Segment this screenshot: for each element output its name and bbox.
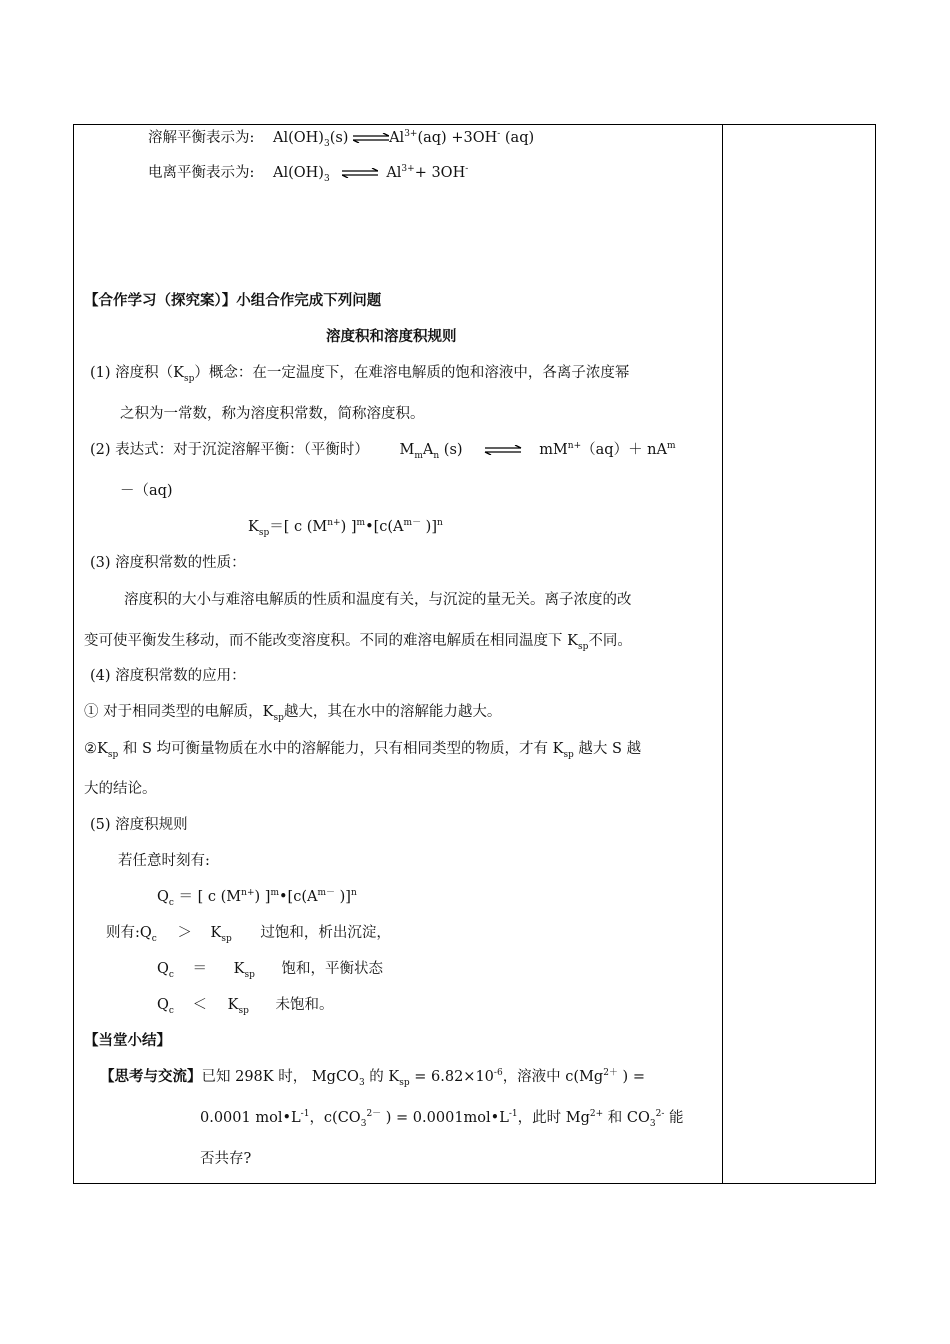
text: Q: [157, 997, 169, 1013]
subscript: 3: [649, 1118, 656, 1129]
superscript: m: [270, 888, 279, 899]
text: ，溶液中 c(Mg: [502, 1069, 604, 1085]
text: = 6.82×10: [409, 1069, 494, 1085]
subscript: c: [168, 1005, 174, 1016]
equilibrium-arrow-icon: [342, 168, 378, 178]
ion: mM: [539, 442, 568, 458]
text: 和 S 均可衡量物质在水中的溶解能力，只有相同类型的物质，才有 K: [118, 741, 564, 757]
superscript: m－: [317, 888, 335, 899]
formula: M: [399, 442, 415, 458]
think-line-3: 否共存?: [200, 1151, 252, 1167]
superscript: -: [465, 164, 469, 175]
superscript: n: [437, 518, 443, 529]
subscript: 3: [323, 138, 330, 149]
ksp-expression: [248, 517, 443, 537]
superscript: -1: [508, 1109, 518, 1120]
rule-row-3: [157, 995, 334, 1015]
text: Q: [139, 925, 152, 941]
superscript: n: [350, 888, 357, 899]
label: 溶解平衡表示为:: [148, 130, 255, 146]
text: ) = 0.0001mol•L: [381, 1110, 509, 1126]
text: K: [233, 961, 245, 977]
operator: ＞: [177, 925, 192, 941]
rule-row-2: [157, 959, 383, 979]
ion: (aq) +3OH: [417, 130, 498, 146]
properties-text: 溶度积的大小与难溶电解质的性质和温度有关，与沉淀的量无关。离子浓度的改: [124, 592, 632, 608]
superscript: 2＋: [603, 1068, 618, 1079]
application-item-1: [84, 702, 501, 722]
text: ) ]: [254, 889, 271, 905]
subscript: m: [414, 450, 423, 461]
text: •[c(A: [278, 889, 318, 905]
section-heading: 【合作学习（探究案）】小组合作完成下列问题: [84, 292, 382, 309]
text: 过饱和，析出沉淀，: [260, 925, 391, 941]
subscript: n: [433, 450, 440, 461]
subscript: c: [151, 933, 157, 944]
ion-state: (aq): [500, 130, 535, 146]
text: 则有:: [106, 925, 140, 941]
application-item-2: [84, 739, 641, 759]
superscript: n+: [567, 441, 582, 452]
ion: + 3OH: [414, 165, 466, 181]
application-heading: (4) 溶度积常数的应用：: [90, 668, 246, 684]
formula-state: (s): [439, 442, 463, 458]
text: Q: [157, 889, 169, 905]
subscript: sp: [107, 749, 119, 760]
superscript: -6: [493, 1068, 503, 1079]
text: ＝[ c (M: [269, 519, 328, 535]
properties-heading: (3) 溶度积常数的性质：: [90, 555, 246, 571]
subscript: sp: [563, 749, 574, 760]
dissolution-equilibrium-line: [148, 128, 534, 148]
superscript: 3+: [404, 129, 418, 140]
text: 的 K: [364, 1069, 400, 1085]
text: 已知 298K 时， MgCO: [201, 1069, 359, 1085]
table-frame: [73, 124, 876, 1184]
column-divider: [722, 124, 723, 1184]
subscript: sp: [258, 527, 270, 538]
superscript: n+: [327, 518, 341, 529]
subscript: c: [168, 897, 174, 908]
text: 能: [664, 1110, 684, 1126]
text: 越大，其在水中的溶解能力越大。: [283, 704, 502, 720]
subscript: sp: [183, 373, 195, 384]
formula: A: [422, 442, 434, 458]
text: )]: [421, 519, 438, 535]
text: (2) 表达式：对于沉淀溶解平衡：（平衡时）: [90, 442, 369, 458]
ion: Al: [386, 165, 402, 181]
equilibrium-arrow-icon: [481, 445, 525, 455]
text: 饱和，平衡状态: [281, 961, 383, 977]
text: Q: [157, 961, 169, 977]
superscript: m－: [403, 518, 422, 529]
superscript: 3+: [401, 164, 415, 175]
text: ) ]: [340, 519, 357, 535]
text: 未饱和。: [275, 997, 334, 1013]
text: ，c(CO: [309, 1110, 361, 1126]
subscript: sp: [399, 1077, 410, 1088]
formula: Al(OH): [273, 130, 324, 146]
definition-line-2: 之积为一常数，称为溶度积常数，简称溶度积。: [120, 406, 425, 422]
superscript: m: [356, 518, 366, 529]
label: 【思考与交流】: [100, 1068, 202, 1085]
formula: Al(OH): [273, 165, 324, 181]
subscript: 3: [358, 1077, 365, 1088]
think-line-1: [100, 1067, 645, 1087]
text: K: [210, 925, 222, 941]
ion: （aq）＋ nA: [581, 442, 667, 458]
rule-heading: (5) 溶度积规则: [90, 817, 188, 833]
superscript: n+: [241, 888, 255, 899]
text: ＝ [ c (M: [178, 889, 242, 905]
text: 0.0001 mol•L: [200, 1110, 301, 1126]
application-item-2b: 大的结论。: [84, 781, 157, 797]
ion: Al: [389, 130, 405, 146]
superscript: 2+: [589, 1109, 604, 1120]
rule-text: 若任意时刻有:: [118, 853, 210, 869]
text: (1) 溶度积（K: [90, 365, 184, 381]
text: 不同。: [588, 633, 632, 649]
ionization-equilibrium-line: [148, 163, 468, 183]
text: )]: [335, 889, 351, 905]
label: 电离平衡表示为:: [148, 165, 255, 181]
text: K: [227, 997, 239, 1013]
text: 越大 S 越: [573, 741, 642, 757]
superscript: -1: [300, 1109, 310, 1120]
superscript: m: [667, 441, 676, 452]
rule-row-1: [106, 923, 391, 943]
expression-line: [90, 440, 676, 460]
section-subtitle: 溶度积和溶度积规则: [326, 328, 457, 345]
text: 和 CO: [603, 1110, 650, 1126]
think-line-2: [200, 1108, 683, 1128]
properties-text-2: [84, 631, 632, 651]
equilibrium-arrow-icon: [353, 133, 389, 143]
definition-line: [90, 363, 629, 383]
text: 变可使平衡发生移动，而不能改变溶度积。不同的难溶电解质在相同温度下 K: [84, 633, 578, 649]
subscript: sp: [221, 933, 232, 944]
text: •[c(A: [365, 519, 404, 535]
subscript: 3: [323, 173, 330, 184]
text: ②K: [84, 741, 108, 757]
superscript: -: [497, 129, 501, 140]
subscript: c: [168, 969, 174, 980]
subscript: sp: [244, 969, 255, 980]
expression-line-2: －（aq): [120, 483, 173, 499]
operator: ＜: [192, 997, 208, 1013]
superscript: 2-: [655, 1109, 665, 1120]
text: ）概念：在一定温度下，在难溶电解质的饱和溶液中，各离子浓度幂: [194, 365, 630, 381]
qc-expression: [157, 887, 357, 907]
text: ，此时 Mg: [517, 1110, 590, 1126]
subscript: 3: [360, 1118, 367, 1129]
superscript: 2－: [366, 1109, 382, 1120]
subscript: sp: [238, 1005, 249, 1016]
formula-state: (s): [329, 130, 349, 146]
subscript: sp: [273, 712, 284, 723]
subscript: sp: [577, 641, 589, 652]
text: ① 对于相同类型的电解质，K: [84, 704, 274, 720]
summary-heading: 【当堂小结】: [84, 1032, 171, 1049]
text: ) =: [617, 1069, 645, 1085]
text: K: [248, 519, 259, 535]
operator: ＝: [192, 961, 208, 977]
